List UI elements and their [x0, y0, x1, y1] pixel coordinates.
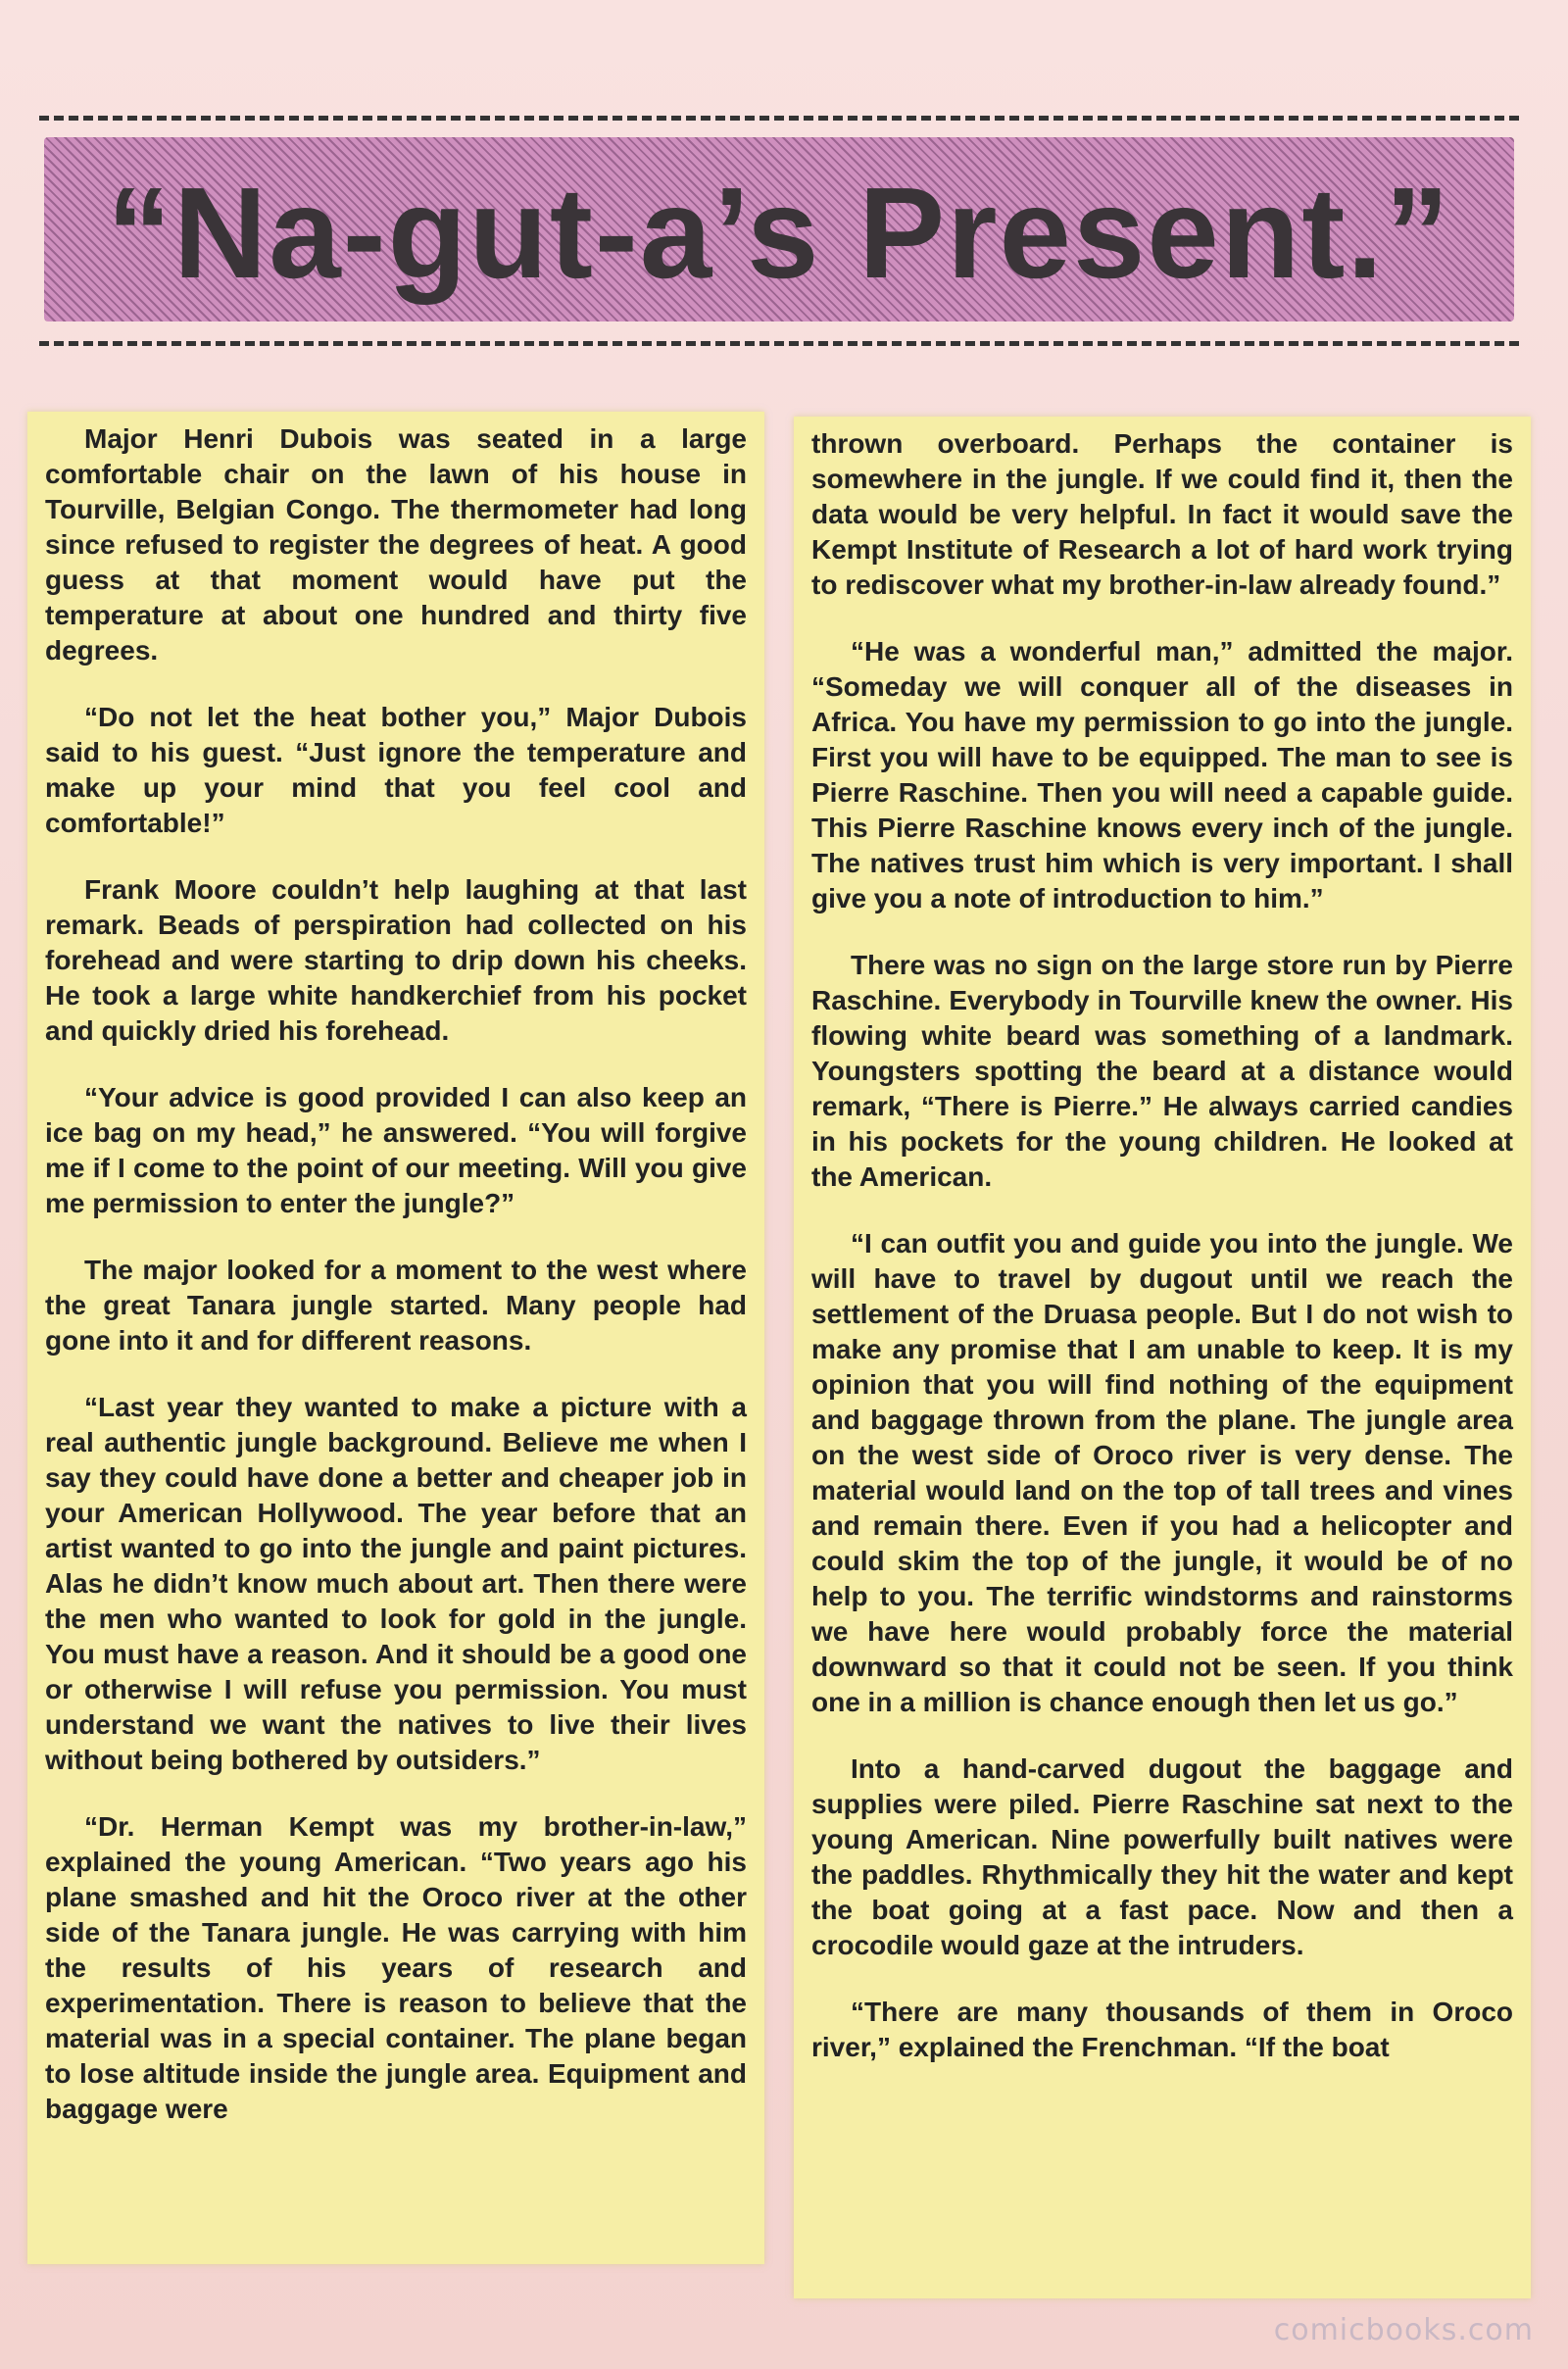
top-dashed-rule: [39, 116, 1519, 121]
paragraph: Major Henri Dubois was seated in a large comfortable chair on the lawn of his house in Tourville, Belgian Congo. The thermometer had long since refused to register the degrees of heat. A good guess at that moment would have put the temperature at about one hundred and thirty five degrees.: [45, 423, 747, 666]
paragraph: “He was a wonderful man,” admitted the major. “Someday we will conquer all of the diseases in Africa. You have my permission to go into the jungle. First you will have to be equipped. The man to see is Pierre Raschine. Then you will need a capable guide. This Pierre Raschine knows every inch of the jungle. The natives trust him which is very important. I shall give you a note of introduction to him.”: [811, 636, 1513, 913]
left-text-column: [27, 412, 764, 2264]
paragraph-continued: thrown overboard. Perhaps the container is somewhere in the jungle. If we could find it, then the data would be very helpful. In fact it would save the Kempt Institute of Research a lot of hard work trying to rediscover what my brother-in-law already found.”: [811, 428, 1513, 600]
paragraph: There was no sign on the large store run by Pierre Raschine. Everybody in Tourville knew the owner. His flowing white beard was something of a landmark. Youngsters spotting the beard at a distance would remark, “There is Pierre.” He always carried candies in his pockets for the young children. He looked at the American.: [811, 950, 1513, 1192]
site-watermark: comicbooks.com: [1273, 2313, 1534, 2347]
paragraph: “There are many thousands of them in Oroco river,” explained the Frenchman. “If the boat: [811, 1997, 1513, 2062]
paragraph: “Do not let the heat bother you,” Major Dubois said to his guest. “Just ignore the temperature and make up your mind that you feel cool and comfortable!”: [45, 702, 747, 838]
paragraph: “Dr. Herman Kempt was my brother-in-law,” explained the young American. “Two years ago his plane smashed and hit the Oroco river at the other side of the Tanara jungle. He was carrying with him the results of his years of research and experimentation. There is reason to believe that the material was in a special container. The plane began to lose altitude inside the jungle area. Equipment and baggage were: [45, 1811, 747, 2124]
paragraph: “Last year they wanted to make a picture with a real authentic jungle background. Believe me when I say they could have done a better and cheaper job in your American Hollywood. The year before that an artist wanted to go into the jungle and paint pictures. Alas he didn’t know much about art. Then there were the men who wanted to look for gold in the jungle. You must have a reason. And it should be a good one or otherwise I will refuse you permission. You must understand we want the natives to live their lives without being bothered by outsiders.”: [45, 1392, 747, 1775]
story-title: “Na-gut-a’s Present.”: [106, 161, 1452, 305]
paragraph: “Your advice is good provided I can also keep an ice bag on my head,” he answered. “You will forgive me if I come to the point of our meeting. Will you give me permission to enter the jungle?”: [45, 1082, 747, 1218]
paragraph: Frank Moore couldn’t help laughing at that last remark. Beads of perspiration had collected on his forehead and were starting to drip down his cheeks. He took a large white handkerchief from his pocket and quickly dried his forehead.: [45, 874, 747, 1046]
right-text-column: [794, 417, 1531, 2298]
title-panel: [44, 137, 1514, 321]
paragraph: “I can outfit you and guide you into the jungle. We will have to travel by dugout until we reach the settlement of the Druasa people. But I do not wish to make any promise that I am unable to keep. It is my opinion that you will find nothing of the equipment and baggage thrown from the plane. The jungle area on the west side of Oroco river is very dense. The material would land on the top of tall trees and vines and remain there. Even if you had a helicopter and could skim the top of the jungle, it would be of no help to you. The terrific windstorms and rainstorms we have here would probably force the material downward so that it could not be seen. If you think one in a million is chance enough then let us go.”: [811, 1228, 1513, 1717]
title-banner: [39, 108, 1519, 348]
bottom-dashed-rule: [39, 341, 1519, 346]
paragraph: Into a hand-carved dugout the baggage and supplies were piled. Pierre Raschine sat next to the young American. Nine powerfully built natives were the paddles. Rhythmically they hit the water and kept the boat going at a fast pace. Now and then a crocodile would gaze at the intruders.: [811, 1753, 1513, 1960]
paragraph: The major looked for a moment to the west where the great Tanara jungle started. Many people had gone into it and for different reasons.: [45, 1255, 747, 1356]
